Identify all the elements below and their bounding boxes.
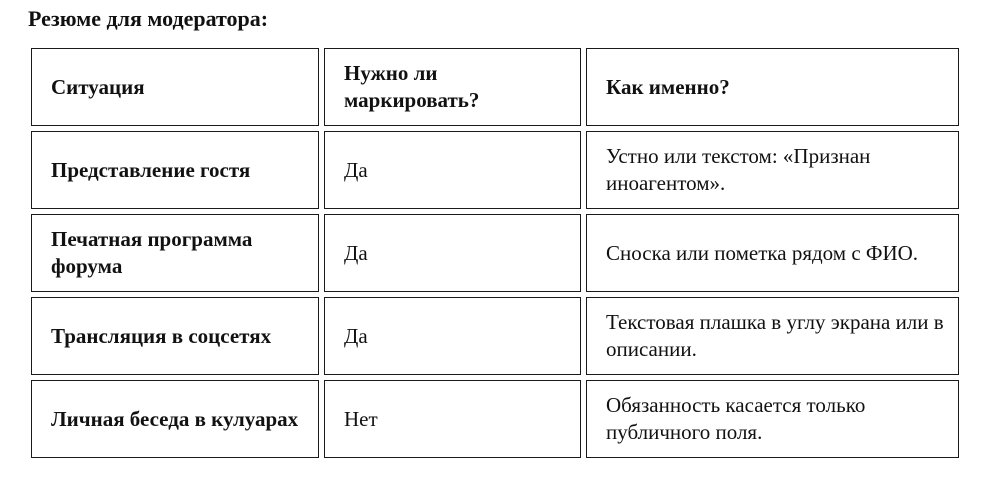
- table-row: [31, 380, 959, 458]
- cell-need-marking: Нет: [324, 380, 581, 458]
- cell-how-exactly: Устно или текстом: «Признан иноагентом».: [586, 131, 959, 209]
- cell-situation: Личная беседа в кулуарах: [31, 380, 319, 458]
- cell-situation: Печатная программа форума: [31, 214, 319, 292]
- cell-situation: Представление гостя: [31, 131, 319, 209]
- header-cell-need-marking: Нужно ли маркировать?: [324, 48, 581, 126]
- cell-how-exactly: Текстовая плашка в углу экрана или в описании.: [586, 297, 959, 375]
- table-row: [31, 131, 959, 209]
- table-row: [31, 214, 959, 292]
- cell-how-exactly: Сноска или пометка рядом с ФИО.: [586, 214, 959, 292]
- moderator-summary-table: [26, 43, 964, 463]
- header-cell-situation: Ситуация: [31, 48, 319, 126]
- cell-need-marking: Да: [324, 297, 581, 375]
- cell-need-marking: Да: [324, 131, 581, 209]
- table-row: [31, 297, 959, 375]
- header-cell-how-exactly: Как именно?: [586, 48, 959, 126]
- table-header-row: [31, 48, 959, 126]
- cell-situation: Трансляция в соцсетях: [31, 297, 319, 375]
- document-heading: Резюме для модератора:: [28, 6, 269, 31]
- cell-how-exactly: Обязанность касается только публичного поля.: [586, 380, 959, 458]
- cell-need-marking: Да: [324, 214, 581, 292]
